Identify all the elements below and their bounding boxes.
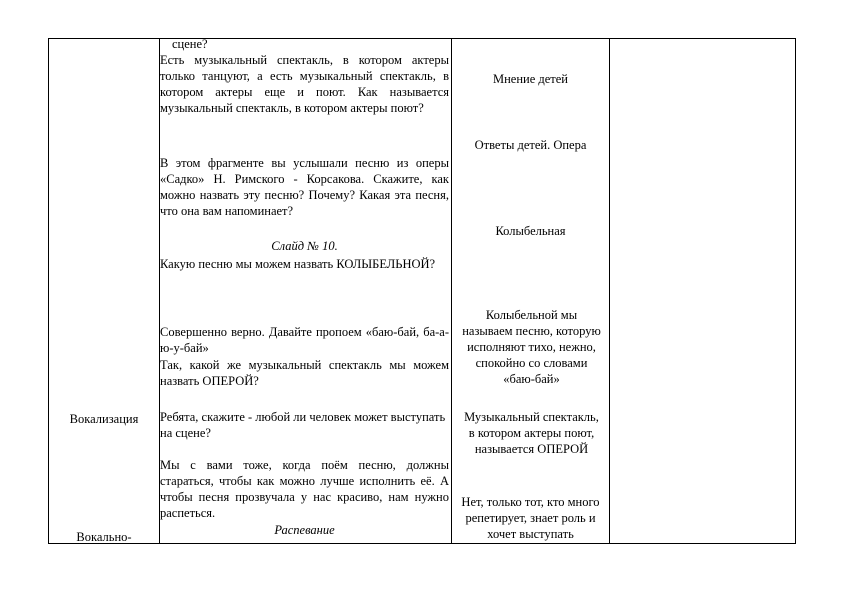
teacher-paragraph: Есть музыкальный спектакль, в котором актеры только танцуют, а есть музыкальный спектакль, в котором актеры еще и поют. Как называется музыкальный спектакль, в котором актеры поют? bbox=[160, 53, 449, 115]
teacher-paragraph: Так, какой же музыкальный спектакль мы можем назвать ОПЕРОЙ? bbox=[160, 358, 449, 388]
student-answer: Музыкальный спектакль, в котором актеры поют, называется ОПЕРОЙ bbox=[464, 410, 599, 456]
student-answer: Ответы детей. Опера bbox=[474, 138, 587, 152]
warmup-label: Распевание bbox=[274, 523, 335, 537]
stage-label-vocalization: Вокализация bbox=[69, 412, 139, 426]
teacher-paragraph: Совершенно верно. Давайте пропоем «баю-бай, ба-а-ю-у-бай» bbox=[160, 325, 449, 355]
teacher-paragraph: Ребята, скажите - любой ли человек может выступать на сцене? bbox=[160, 410, 446, 440]
teacher-paragraph: Мы с вами тоже, когда поём песню, должны стараться, чтобы как можно лучше исполнить её. А чтобы песня прозвучала у нас красиво, нам нужно распеться. bbox=[160, 458, 449, 520]
column-divider bbox=[451, 39, 452, 543]
column-divider bbox=[609, 39, 610, 543]
slide-label: Слайд № 10. bbox=[271, 239, 338, 253]
teacher-paragraph: В этом фрагменте вы услышали песню из оперы «Садко» Н. Римского - Корсакова. Скажите, как можно назвать эту песню? Почему? Какая эта песня, что она вам напоминает? bbox=[160, 156, 449, 218]
student-answer: Нет, только тот, кто много репетирует, знает роль и хочет выступать bbox=[461, 495, 600, 541]
student-answer: Мнение детей bbox=[492, 72, 568, 86]
student-answer: Колыбельная bbox=[495, 224, 566, 238]
lesson-table bbox=[48, 38, 796, 544]
teacher-text-line: сцене? bbox=[172, 37, 208, 51]
teacher-paragraph: Какую песню мы можем назвать КОЛЫБЕЛЬНОЙ? bbox=[160, 257, 436, 271]
student-answer: Колыбельной мы называем песню, которую исполняют тихо, нежно, спокойно со словами «баю-бай» bbox=[462, 308, 601, 386]
stage-label-vocal-choral: Вокально- bbox=[76, 530, 132, 544]
